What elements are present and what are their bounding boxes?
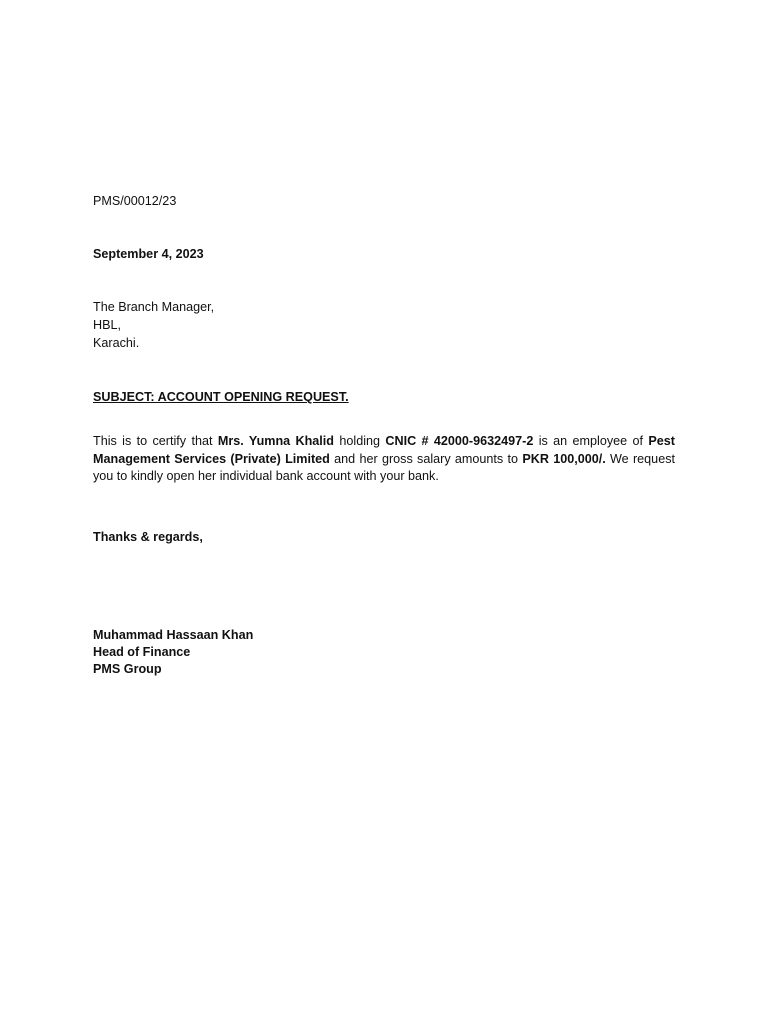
signatory-title: Head of Finance [93,645,191,659]
recipient-line-2: HBL, [93,318,121,332]
company-name: Pest Management Services (Private) Limited [93,434,675,466]
body-text-4: and her gross salary amounts to [329,451,523,466]
reference-number: PMS/00012/23 [93,194,177,208]
body-text-1: This is to certify that [93,434,218,448]
body-paragraph [93,433,675,486]
subject-line: SUBJECT: ACCOUNT OPENING REQUEST. [93,390,349,404]
letter-date: September 4, 2023 [93,247,204,261]
body-text-5: We request you to kindly open her individual bank account with your bank. [93,451,675,484]
recipient-line-3: Karachi. [93,336,140,350]
signatory-company: PMS Group [93,662,162,676]
body-text-2: holding [334,434,386,448]
signatory-name: Muhammad Hassaan Khan [93,628,254,642]
salary-amount: PKR 100,000/. [522,451,606,466]
closing-line: Thanks & regards, [93,530,203,544]
body-text-3: is an employee of [533,434,649,448]
cnic-number: CNIC # 42000-9632497-2 [385,434,534,448]
recipient-line-1: The Branch Manager, [93,300,215,314]
employee-name: Mrs. Yumna Khalid [217,434,335,448]
